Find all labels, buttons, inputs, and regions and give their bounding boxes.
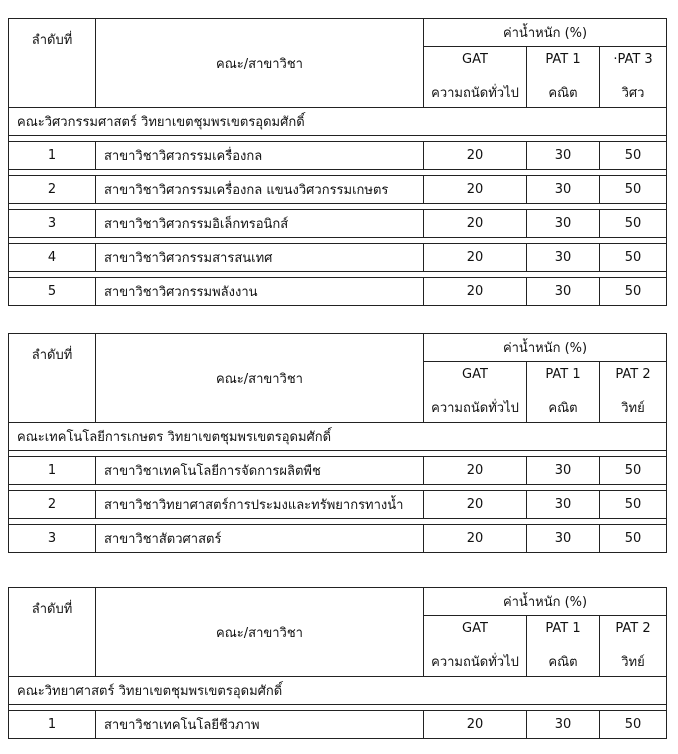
pat-b-desc: วิทย์: [600, 394, 667, 423]
weight-header: ค่าน้ำหนัก (%): [424, 588, 667, 616]
row-pat-a: 30: [527, 142, 600, 170]
row-no: 2: [9, 176, 96, 204]
row-no: 1: [9, 142, 96, 170]
weight-header: ค่าน้ำหนัก (%): [424, 334, 667, 362]
row-pat-a: 30: [527, 525, 600, 553]
table-row: [9, 457, 667, 485]
row-pat-a: 30: [527, 176, 600, 204]
faculty-row: คณะเทคโนโลยีการเกษตร วิทยาเขตชุมพรเขตรอุดมศักดิ์: [9, 423, 667, 451]
pat-a-header: PAT 1: [527, 362, 600, 395]
faculty-major-header: คณะ/สาขาวิชา: [96, 334, 424, 423]
row-pat-b: 50: [600, 142, 667, 170]
row-no: 3: [9, 210, 96, 238]
weight-header: ค่าน้ำหนัก (%): [424, 19, 667, 47]
row-major: สาขาวิชาวิศวกรรมพลังงาน: [96, 278, 424, 306]
pat-a-desc: คณิต: [527, 79, 600, 108]
rank-header: ลำดับที่: [9, 19, 96, 108]
row-major: สาขาวิชาวิศวกรรมอิเล็กทรอนิกส์: [96, 210, 424, 238]
row-pat-b: 50: [600, 176, 667, 204]
row-gat: 20: [424, 176, 527, 204]
table-row: [9, 491, 667, 519]
pat-a-header: PAT 1: [527, 47, 600, 80]
pat-b-header: PAT 2: [600, 362, 667, 395]
pat-b-header: ·PAT 3: [600, 47, 667, 80]
pat-a-desc: คณิต: [527, 394, 600, 423]
row-gat: 20: [424, 142, 527, 170]
row-pat-a: 30: [527, 711, 600, 739]
rank-header: ลำดับที่: [9, 334, 96, 423]
row-pat-b: 50: [600, 244, 667, 272]
row-major: สาขาวิชาวิศวกรรมเครื่องกล: [96, 142, 424, 170]
row-pat-b: 50: [600, 525, 667, 553]
row-pat-b: 50: [600, 278, 667, 306]
rank-header: ลำดับที่: [9, 588, 96, 677]
row-gat: 20: [424, 210, 527, 238]
row-pat-a: 30: [527, 278, 600, 306]
faculty-row: คณะวิศวกรรมศาสตร์ วิทยาเขตชุมพรเขตรอุดมศักดิ์: [9, 108, 667, 136]
row-major: สาขาวิชาวิศวกรรมเครื่องกล แขนงวิศวกรรมเกษตร: [96, 176, 424, 204]
pat-b-desc: วิศว: [600, 79, 667, 108]
pat-b-desc: วิทย์: [600, 648, 667, 677]
gat-desc: ความถนัดทั่วไป: [424, 394, 527, 423]
row-no: 4: [9, 244, 96, 272]
gat-header: GAT: [424, 47, 527, 80]
faculty-major-header: คณะ/สาขาวิชา: [96, 588, 424, 677]
pat-b-header: PAT 2: [600, 616, 667, 649]
row-major: สาขาวิชาสัตวศาสตร์: [96, 525, 424, 553]
row-pat-a: 30: [527, 457, 600, 485]
row-no: 2: [9, 491, 96, 519]
row-gat: 20: [424, 525, 527, 553]
row-pat-a: 30: [527, 210, 600, 238]
row-no: 1: [9, 457, 96, 485]
gat-desc: ความถนัดทั่วไป: [424, 79, 527, 108]
table-row: [9, 278, 667, 306]
row-pat-b: 50: [600, 491, 667, 519]
row-no: 3: [9, 525, 96, 553]
row-gat: 20: [424, 278, 527, 306]
row-gat: 20: [424, 457, 527, 485]
gat-header: GAT: [424, 362, 527, 395]
pat-a-desc: คณิต: [527, 648, 600, 677]
row-gat: 20: [424, 711, 527, 739]
row-major: สาขาวิชาวิทยาศาสตร์การประมงและทรัพยากรทางน้ำ: [96, 491, 424, 519]
table-row: [9, 525, 667, 553]
row-pat-b: 50: [600, 210, 667, 238]
row-pat-a: 30: [527, 491, 600, 519]
row-no: 1: [9, 711, 96, 739]
table-agri-tech: [8, 333, 666, 553]
table-engineering: [8, 18, 666, 306]
faculty-major-header: คณะ/สาขาวิชา: [96, 19, 424, 108]
row-major: สาขาวิชาเทคโนโลยีชีวภาพ: [96, 711, 424, 739]
row-pat-b: 50: [600, 457, 667, 485]
gat-header: GAT: [424, 616, 527, 649]
row-pat-a: 30: [527, 244, 600, 272]
table-row: [9, 142, 667, 170]
pat-a-header: PAT 1: [527, 616, 600, 649]
table-row: [9, 176, 667, 204]
row-gat: 20: [424, 491, 527, 519]
table-science: [8, 587, 666, 739]
table-row: [9, 711, 667, 739]
gat-desc: ความถนัดทั่วไป: [424, 648, 527, 677]
faculty-row: คณะวิทยาศาสตร์ วิทยาเขตชุมพรเขตรอุดมศักดิ์: [9, 677, 667, 705]
row-pat-b: 50: [600, 711, 667, 739]
table-row: [9, 244, 667, 272]
row-major: สาขาวิชาเทคโนโลยีการจัดการผลิตพืช: [96, 457, 424, 485]
row-no: 5: [9, 278, 96, 306]
table-row: [9, 210, 667, 238]
row-major: สาขาวิชาวิศวกรรมสารสนเทศ: [96, 244, 424, 272]
row-gat: 20: [424, 244, 527, 272]
